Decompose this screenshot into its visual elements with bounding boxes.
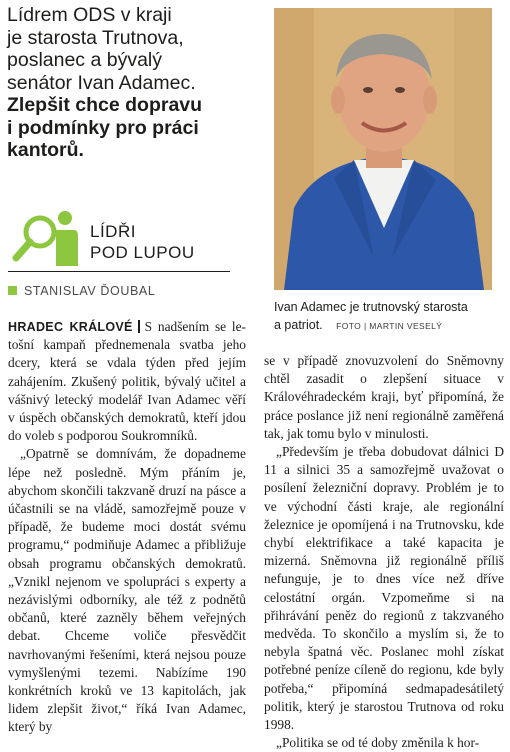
byline: [8, 284, 155, 298]
intro-line: poslanec a bývalý: [7, 49, 163, 71]
intro-headline-line: kantorů.: [7, 139, 84, 161]
portrait-illustration: [274, 8, 492, 290]
intro-line: Lídrem ODS v kraji: [7, 4, 172, 26]
intro-block: [7, 4, 265, 162]
article-paragraph: „Politika se od té doby změnila k hor-: [276, 735, 480, 751]
logo-line: POD LUPOU: [90, 243, 195, 262]
intro-headline-line: i podmínky pro práci: [7, 116, 199, 139]
photo-caption: [274, 298, 504, 335]
magnifier-person-icon: [10, 208, 80, 270]
article-paragraph: se v případě znovuzvolení do Sněmovny chtěl zasadit o zlepšení situace v Královéhradeckém kraji, byť připomíná, že práce poslance již není regionálně zaměřená tak, jak tomu bylo v minulosti.: [264, 353, 504, 441]
logo-divider: [8, 271, 230, 272]
intro-line: je starosta Trutnova,: [7, 26, 184, 49]
article-column-left: [8, 318, 246, 737]
caption-line: a patriot.: [274, 318, 323, 332]
portrait-photo: [274, 8, 492, 290]
paragraph-text: S nadšením se le-tošní kampaň přednemenala svatba jeho dcery, která se vdala týden před jejím zahájením. Zkušený politik, bývalý učitel a vášnivý letecký modelář Ivan Adamec věří v úspěch občanských demokratů, kteří jdou do voleb s podporou Soukromníků.: [8, 319, 246, 444]
leaders-logo: [10, 208, 230, 272]
article-column-right: [264, 352, 504, 752]
byline-author: STANISLAV ĎOUBAL: [24, 284, 156, 298]
photo-credit: FOTO | MARTIN VESELÝ: [336, 321, 443, 331]
byline-marker-icon: [8, 286, 17, 295]
intro-line: senátor Ivan Adamec.: [7, 71, 196, 94]
intro-headline-line: Zlepšit chce dopravu: [7, 94, 203, 116]
dateline-separator: [138, 320, 140, 333]
article-paragraph: „Především je třeba dobudovat dálnici D 11 a silnici 35 a samozřejmě uvažovat o posílení železniční dopravy. Problém je to ve východní části kraje, ale regionální železnice je opomíjená i na Trutnovsku, kde chybí elektrifikace a také kapacita je mizerná. Sněmovna již regionálně příliš nefunguje, je to dnes více než dříve celostátní orgán. Vzpomeňme si na přihrávání peněz do regionů z takzvaného medvěda. To skončilo a myslím si, že to nebyla špatná věc. Poslanec mohl získat potřebné peníze cíleně do regionu, kde byly potřeba,“ připomíná sedmapadesátiletý politik, který je starostou Trutnova od roku 1998.: [264, 444, 504, 733]
caption-line: Ivan Adamec je trutnovský starosta: [274, 300, 468, 314]
logo-line: LÍDŘI: [90, 222, 136, 241]
dateline: HRADEC KRÁLOVÉ: [8, 320, 133, 334]
article-paragraph: [8, 318, 246, 445]
article-paragraph: „Opatrně se domnívám, že dopadneme lépe než posledně. Mým přáním je, abychom skončili takzvaně druzí na pásce a účastnili se na vládě, samozřejmě pouze v případě, že budeme moci dostát svému programu,“ podmiňuje Adamec a přibližuje obsah programu občanských demokratů. „Vznikl nejenom ve spolupráci s experty a nezávislými odborníky, ale též z podnětů občanů, které zazněly během veřejných debat. Chceme voliče přesvědčit navrhovanými řešeními, která nejsou pouze vymyšlenými tezemi. Nabízíme 190 konkrétních kroků ve 13 kapitolách, jak lidem zlepšit život,“ říká Ivan Adamec, který by: [8, 446, 246, 735]
logo-text: [90, 221, 195, 263]
